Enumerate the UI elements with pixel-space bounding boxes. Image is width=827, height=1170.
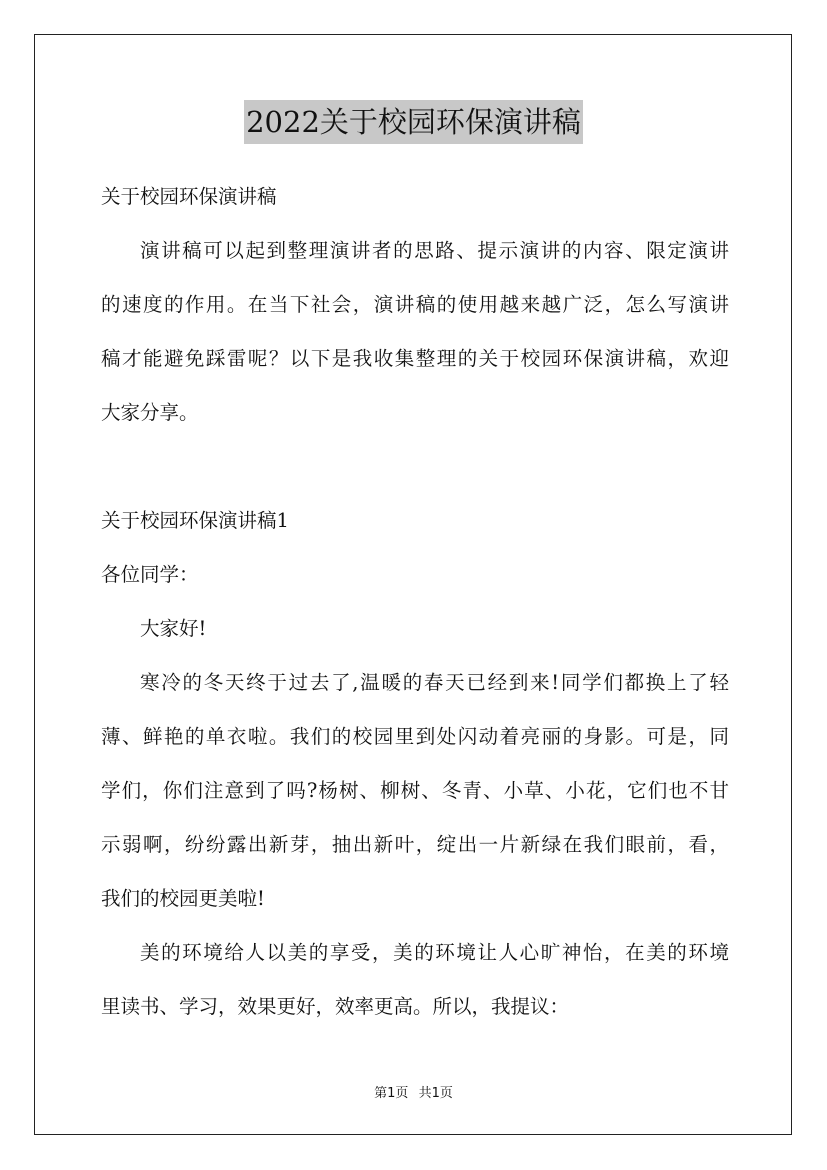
document-body (101, 170, 729, 1034)
intro-line: 大家分享。 (101, 401, 199, 424)
paragraph-line: 薄、鲜艳的单衣啦。我们的校园里到处闪动着亮丽的身影。可是，同 (101, 725, 729, 748)
paragraph-line: 里读书、学习，效果更好，效率更高。所以，我提议： (101, 995, 570, 1018)
page-number: 第1页 (374, 1086, 409, 1101)
paragraph-line: 学们，你们注意到了吗?杨树、柳树、冬青、小草、小花，它们也不甘 (101, 779, 729, 802)
paragraph-line: 示弱啊，纷纷露出新芽，抽出新叶，绽出一片新绿在我们眼前，看， (101, 833, 729, 856)
paragraph-line: 寒冷的冬天终于过去了,温暖的春天已经到来!同学们都换上了轻 (140, 671, 729, 694)
section-heading: 关于校园环保演讲稿 (101, 185, 277, 208)
intro-line: 稿才能避免踩雷呢？以下是我收集整理的关于校园环保演讲稿，欢迎 (101, 347, 729, 370)
title-container (0, 100, 827, 144)
page-total: 共1页 (418, 1086, 453, 1101)
intro-line: 演讲稿可以起到整理演讲者的思路、提示演讲的内容、限定演讲 (140, 239, 729, 262)
greeting: 大家好! (140, 617, 207, 640)
document-title: 2022关于校园环保演讲稿 (244, 100, 583, 144)
salutation: 各位同学： (101, 563, 199, 586)
paragraph-line: 我们的校园更美啦! (101, 887, 265, 910)
section-heading-1: 关于校园环保演讲稿1 (101, 509, 289, 532)
paragraph-line: 美的环境给人以美的享受，美的环境让人心旷神怡，在美的环境 (140, 941, 729, 964)
intro-line: 的速度的作用。在当下社会，演讲稿的使用越来越广泛，怎么写演讲 (101, 293, 729, 316)
blank-line (101, 440, 729, 494)
page-footer (0, 1082, 827, 1101)
